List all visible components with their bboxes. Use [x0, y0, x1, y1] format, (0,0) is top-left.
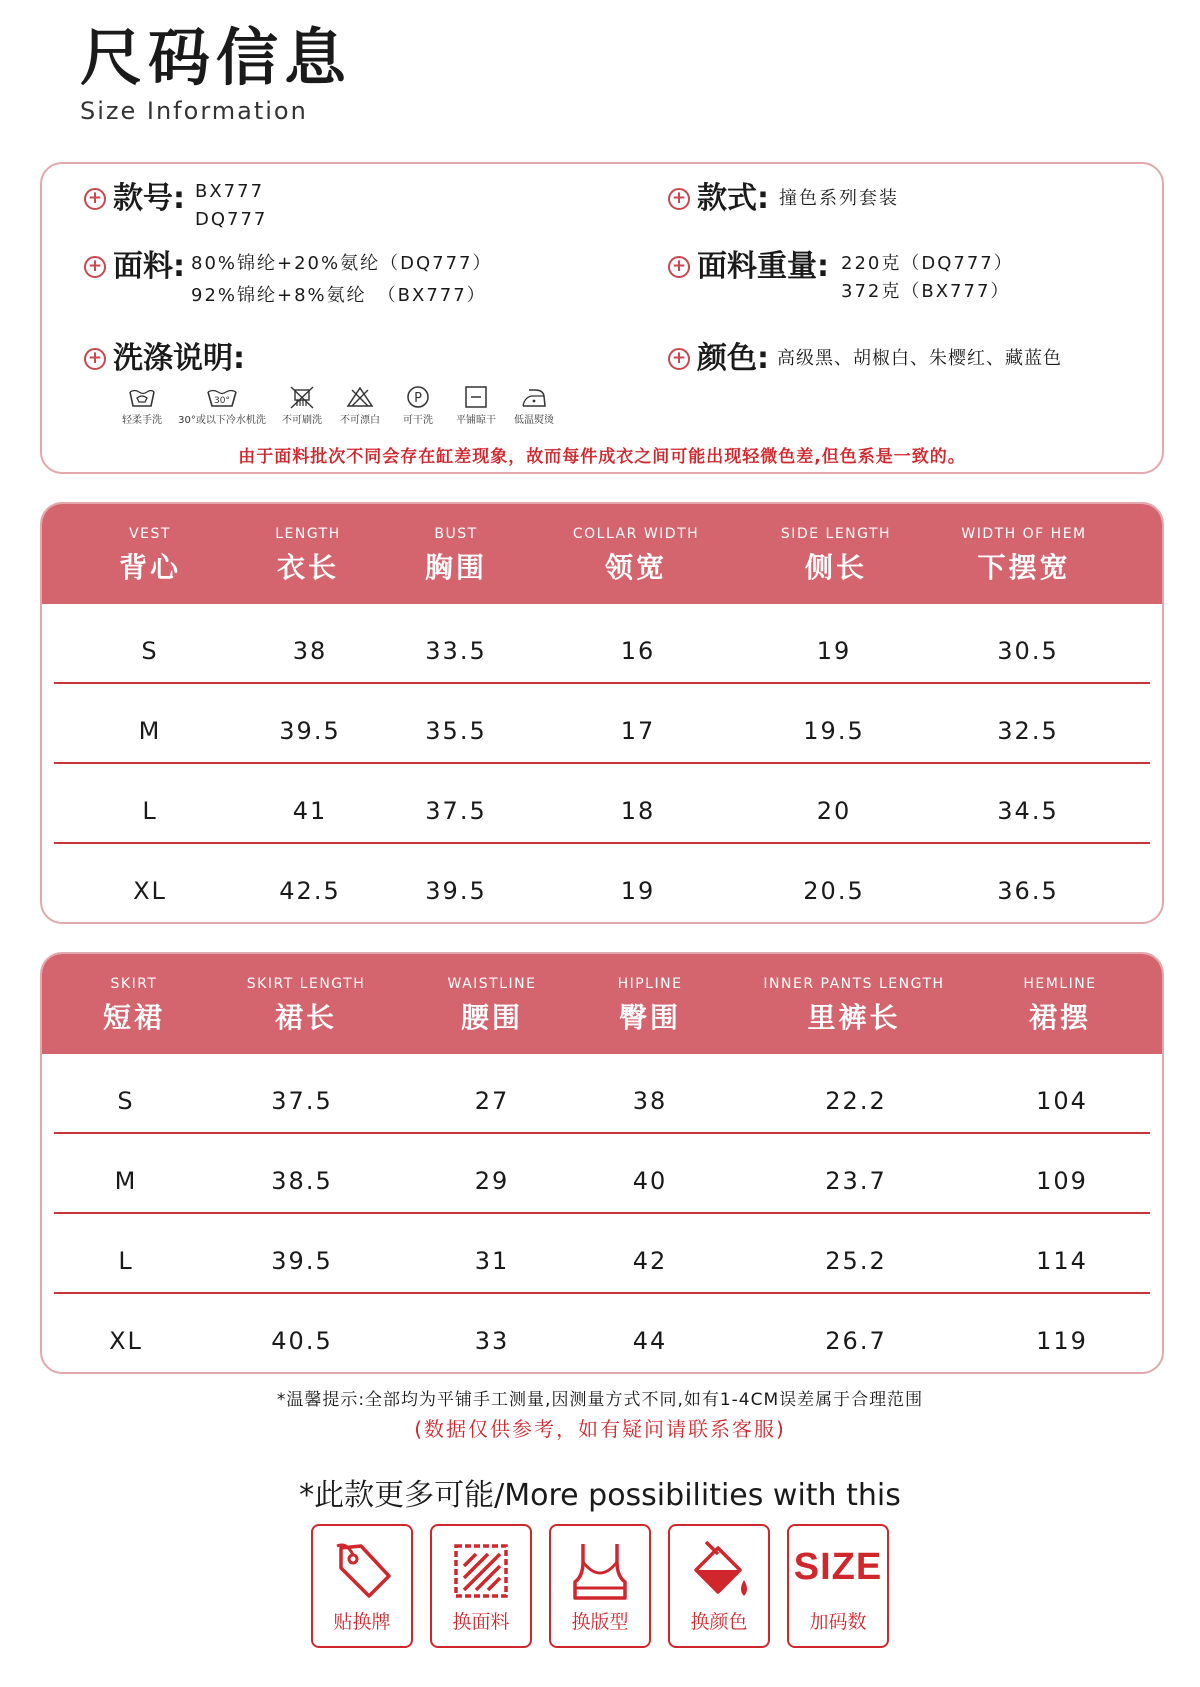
size-cell: XL — [109, 1327, 143, 1355]
dry-clean-icon — [403, 384, 433, 410]
table-cell: 40.5 — [271, 1327, 333, 1355]
care-label: 30°或以下冷水机洗 — [178, 415, 266, 426]
header-cell — [726, 504, 946, 586]
table-cell: 29 — [474, 1167, 510, 1195]
care-item — [506, 384, 562, 426]
customization-options — [311, 1524, 906, 1648]
table-cell: 119 — [1036, 1327, 1088, 1355]
dry-flat-icon — [461, 384, 491, 410]
page-subtitle: Size Information — [80, 97, 308, 126]
hand-wash-icon — [127, 384, 157, 410]
header-cell — [950, 954, 1164, 1036]
fabric-value: 80%锦纶+20%氨纶（DQ777） — [191, 253, 493, 274]
header-zh: 裙长 — [274, 1001, 337, 1034]
fabric-label: 面料: — [113, 249, 185, 284]
header-zh: 裙摆 — [1028, 1001, 1091, 1034]
table-cell: 35.5 — [425, 717, 487, 745]
vest-table-header — [42, 504, 1162, 604]
care-item — [114, 384, 170, 426]
plus-circle-icon: + — [668, 188, 690, 210]
style-number-value: BX777 — [195, 181, 265, 202]
table-cell: 33.5 — [425, 637, 487, 665]
table-cell: 19 — [816, 637, 852, 665]
option-label: 换颜色 — [690, 1611, 748, 1633]
table-cell: 37.5 — [271, 1087, 333, 1115]
care-item — [332, 384, 388, 426]
skirt-size-table — [40, 952, 1164, 1374]
care-label: 平铺晾干 — [456, 415, 496, 426]
table-cell: 20 — [816, 797, 852, 825]
table-cell: 19.5 — [803, 717, 865, 745]
plus-circle-icon: + — [668, 256, 690, 278]
size-cell: S — [117, 1087, 135, 1115]
size-icon: SIZE — [793, 1546, 883, 1588]
header-zh: 领宽 — [604, 551, 667, 584]
table-cell: 104 — [1036, 1087, 1088, 1115]
style-item — [668, 182, 899, 215]
more-options-title: *此款更多可能/More possibilities with this — [299, 1478, 901, 1513]
header-zh: 侧长 — [804, 551, 867, 584]
plus-circle-icon: + — [84, 348, 106, 370]
table-cell: 33 — [474, 1327, 510, 1355]
option-label: 加码数 — [809, 1611, 867, 1633]
table-cell: 39.5 — [425, 877, 487, 905]
option-add-size — [787, 1524, 889, 1648]
header-zh: 下摆宽 — [977, 551, 1071, 584]
style-label: 款式: — [697, 181, 769, 216]
table-cell: 38.5 — [271, 1167, 333, 1195]
fabric-item — [84, 250, 492, 310]
header-cell — [526, 504, 746, 586]
care-letter: P — [414, 391, 422, 406]
header-en: LENGTH — [275, 526, 341, 542]
fabric-value: 92%锦纶+8%氨纶 （BX777） — [191, 285, 487, 306]
table-row — [54, 684, 1150, 764]
plus-circle-icon: + — [668, 348, 690, 370]
table-cell: 30.5 — [997, 637, 1059, 665]
header-en: SKIRT — [110, 976, 158, 992]
table-row — [54, 604, 1150, 684]
header-en: BUST — [434, 526, 478, 542]
table-cell: 25.2 — [825, 1247, 887, 1275]
table-cell: 32.5 — [997, 717, 1059, 745]
tag-icon — [327, 1536, 397, 1606]
header-en: VEST — [129, 526, 171, 542]
header-en: HEMLINE — [1023, 976, 1097, 992]
reference-note: (数据仅供参考，如有疑问请联系客服) — [414, 1417, 786, 1441]
table-cell: 16 — [620, 637, 656, 665]
size-cell: M — [114, 1167, 138, 1195]
option-label: 换面料 — [452, 1611, 510, 1633]
table-cell: 27 — [474, 1087, 510, 1115]
care-item — [172, 384, 272, 426]
wash-instructions-item — [84, 342, 245, 375]
fabric-weight-item — [668, 250, 1014, 306]
table-cell: 109 — [1036, 1167, 1088, 1195]
option-label: 换版型 — [571, 1611, 629, 1633]
table-cell: 42.5 — [279, 877, 341, 905]
header-cell — [540, 954, 760, 1036]
machine-wash-30-icon — [202, 384, 242, 410]
table-cell: 31 — [474, 1247, 510, 1275]
table-cell: 38 — [292, 637, 328, 665]
style-number-item — [84, 182, 267, 234]
table-row — [54, 844, 1150, 922]
garment-icon — [565, 1536, 635, 1606]
table-cell: 36.5 — [997, 877, 1059, 905]
fabric-weight-label: 面料重量: — [697, 249, 829, 284]
header-en: SKIRT LENGTH — [246, 976, 366, 992]
page-header — [80, 22, 352, 125]
size-cell: L — [142, 797, 158, 825]
skirt-table-header — [42, 954, 1162, 1054]
header-zh: 胸围 — [424, 551, 487, 584]
table-cell: 44 — [632, 1327, 668, 1355]
table-row — [54, 764, 1150, 844]
fabric-weight-value: 220克（DQ777） — [841, 253, 1014, 274]
no-brush-icon — [287, 384, 317, 410]
care-label: 低温熨烫 — [514, 415, 554, 426]
table-cell: 19 — [620, 877, 656, 905]
header-cell — [914, 504, 1134, 586]
header-zh: 背心 — [118, 551, 181, 584]
vest-size-table — [40, 502, 1164, 924]
header-zh: 衣长 — [276, 551, 339, 584]
table-cell: 41 — [292, 797, 328, 825]
header-en: WIDTH OF HEM — [961, 526, 1087, 542]
header-en: WAISTLINE — [447, 976, 537, 992]
page-title: 尺码信息 — [80, 21, 353, 94]
care-item — [448, 384, 504, 426]
table-row — [54, 1054, 1150, 1134]
table-row — [54, 1214, 1150, 1294]
option-change-color — [668, 1524, 770, 1648]
header-zh: 短裙 — [102, 1001, 165, 1034]
care-label: 轻柔手洗 — [122, 415, 162, 426]
size-cell: S — [141, 637, 159, 665]
wash-instructions-label: 洗涤说明: — [113, 341, 245, 376]
plus-circle-icon: + — [84, 188, 106, 210]
header-zh: 腰围 — [460, 1001, 523, 1034]
table-cell: 38 — [632, 1087, 668, 1115]
table-cell: 37.5 — [425, 797, 487, 825]
header-en: SIDE LENGTH — [780, 526, 892, 542]
header-cell — [744, 954, 964, 1036]
table-cell: 23.7 — [825, 1167, 887, 1195]
care-label: 不可刷洗 — [282, 415, 322, 426]
color-item — [668, 342, 1062, 375]
low-iron-icon — [519, 384, 549, 410]
fabric-weight-value: 372克（BX777） — [841, 281, 1011, 302]
option-label: 贴换牌 — [333, 1611, 391, 1633]
paint-bucket-icon — [684, 1536, 754, 1606]
table-row — [54, 1294, 1150, 1372]
table-cell: 42 — [632, 1247, 668, 1275]
table-cell: 34.5 — [997, 797, 1059, 825]
measurement-tip: *温馨提示:全部均为平铺手工测量,因测量方式不同,如有1-4CM误差属于合理范围 — [276, 1390, 924, 1410]
product-info-box — [40, 162, 1164, 474]
table-cell: 39.5 — [271, 1247, 333, 1275]
color-label: 颜色: — [697, 341, 769, 376]
style-value: 撞色系列套装 — [779, 188, 899, 209]
style-number-value: DQ777 — [195, 209, 268, 230]
option-change-pattern — [549, 1524, 651, 1648]
fabric-icon — [446, 1536, 516, 1606]
table-cell: 40 — [632, 1167, 668, 1195]
table-cell: 17 — [620, 717, 656, 745]
header-zh: 臀围 — [618, 1001, 681, 1034]
care-label: 可干洗 — [403, 415, 433, 426]
care-icons-row — [114, 384, 564, 426]
header-zh: 里裤长 — [807, 1001, 901, 1034]
option-change-fabric — [430, 1524, 532, 1648]
size-cell: M — [138, 717, 162, 745]
plus-circle-icon: + — [84, 256, 106, 278]
table-cell: 20.5 — [803, 877, 865, 905]
header-en: HIPLINE — [617, 976, 683, 992]
no-bleach-icon — [345, 384, 375, 410]
header-en: INNER PANTS LENGTH — [763, 976, 945, 992]
table-cell: 26.7 — [825, 1327, 887, 1355]
table-cell: 114 — [1036, 1247, 1088, 1275]
table-cell: 39.5 — [279, 717, 341, 745]
color-value: 高级黑、胡椒白、朱樱红、藏蓝色 — [777, 348, 1062, 369]
size-cell: XL — [133, 877, 167, 905]
care-item — [274, 384, 330, 426]
style-number-label: 款号: — [113, 181, 185, 216]
care-label: 不可漂白 — [340, 415, 380, 426]
table-cell: 18 — [620, 797, 656, 825]
option-change-tag — [311, 1524, 413, 1648]
care-item — [390, 384, 446, 426]
size-cell: L — [118, 1247, 134, 1275]
header-en: COLLAR WIDTH — [572, 526, 700, 542]
care-number: 30° — [214, 396, 230, 406]
color-difference-notice: 由于面料批次不同会存在缸差现象，故而每件成衣之间可能出现轻微色差,但色系是一致的。 — [238, 447, 966, 467]
table-row — [54, 1134, 1150, 1214]
table-cell: 22.2 — [825, 1087, 887, 1115]
